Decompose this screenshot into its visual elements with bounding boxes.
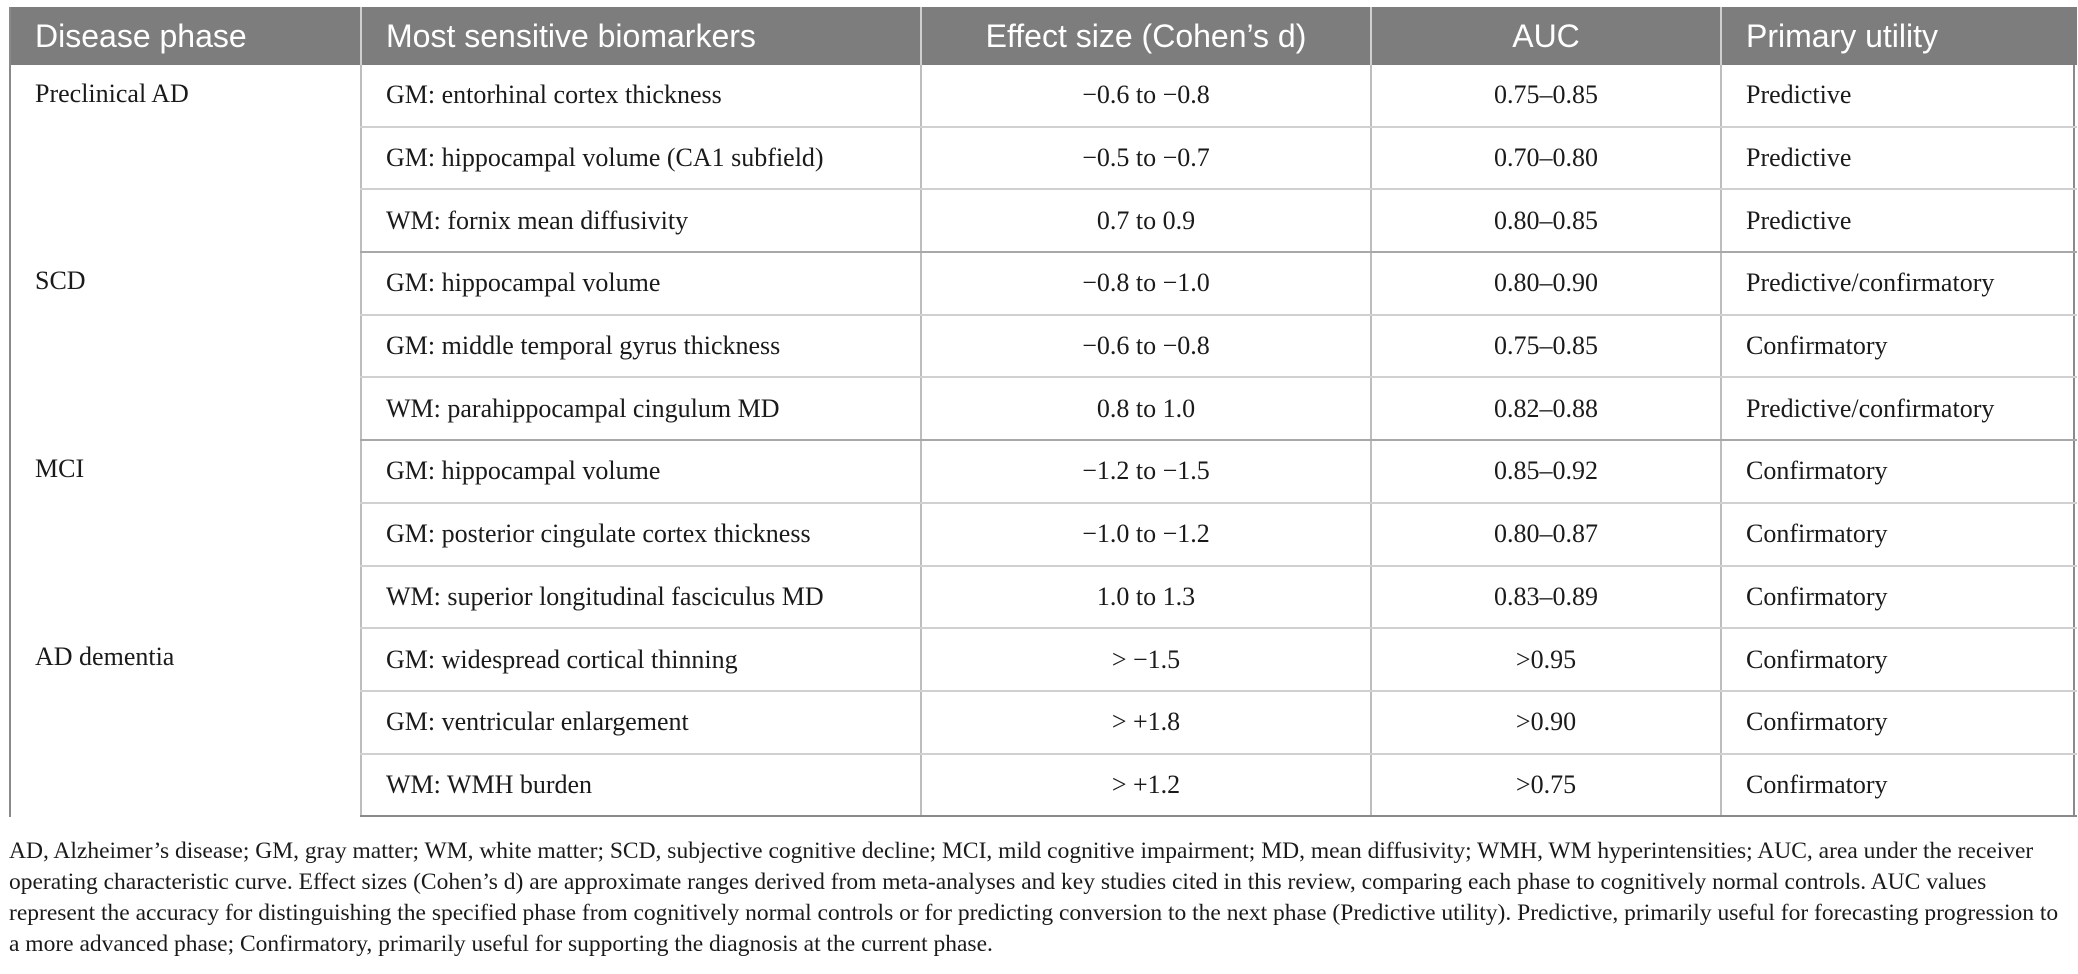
biomarker-cell: GM: hippocampal volume (CA1 subfield): [361, 127, 921, 190]
table-frame: [9, 7, 2075, 817]
table-row: [11, 628, 2077, 691]
biomarker-cell: GM: entorhinal cortex thickness: [361, 65, 921, 127]
utility-cell: Predictive: [1721, 127, 2077, 190]
biomarker-cell: WM: parahippocampal cingulum MD: [361, 377, 921, 440]
table-header-row: [11, 7, 2077, 65]
biomarker-cell: GM: middle temporal gyrus thickness: [361, 315, 921, 378]
auc-cell: >0.75: [1371, 754, 1721, 817]
utility-cell: Confirmatory: [1721, 440, 2077, 503]
table-row: [11, 440, 2077, 503]
biomarker-cell: GM: hippocampal volume: [361, 252, 921, 315]
utility-cell: Confirmatory: [1721, 566, 2077, 629]
header-effect-size: Effect size (Cohen’s d): [921, 7, 1371, 65]
auc-cell: 0.70–0.80: [1371, 127, 1721, 190]
utility-cell: Confirmatory: [1721, 628, 2077, 691]
auc-cell: >0.90: [1371, 691, 1721, 754]
table-container: [9, 7, 2075, 817]
utility-cell: Predictive: [1721, 65, 2077, 127]
utility-cell: Confirmatory: [1721, 754, 2077, 817]
biomarker-cell: WM: fornix mean diffusivity: [361, 189, 921, 252]
effect-size-cell: −0.8 to −1.0: [921, 252, 1371, 315]
header-primary-utility: Primary utility: [1721, 7, 2077, 65]
biomarker-cell: GM: widespread cortical thinning: [361, 628, 921, 691]
header-disease-phase: Disease phase: [11, 7, 361, 65]
auc-cell: 0.83–0.89: [1371, 566, 1721, 629]
phase-cell: AD dementia: [35, 642, 175, 672]
table-row: [11, 65, 2077, 127]
biomarker-cell: WM: superior longitudinal fasciculus MD: [361, 566, 921, 629]
effect-size-cell: > +1.2: [921, 754, 1371, 817]
utility-cell: Predictive/confirmatory: [1721, 377, 2077, 440]
utility-cell: Confirmatory: [1721, 503, 2077, 566]
effect-size-cell: > −1.5: [921, 628, 1371, 691]
header-auc: AUC: [1371, 7, 1721, 65]
phase-cell: Preclinical AD: [35, 79, 189, 108]
biomarker-cell: GM: posterior cingulate cortex thickness: [361, 503, 921, 566]
effect-size-cell: 0.8 to 1.0: [921, 377, 1371, 440]
auc-cell: >0.95: [1371, 628, 1721, 691]
table-footnote: AD, Alzheimer’s disease; GM, gray matter; WM, white matter; SCD, subjective cognitive decline; MCI, mild cognitive impairment; MD, mean diffusivity; WMH, WM hyperintensities; AUC, area under the receiver operating characteristic curve. Effect sizes (Cohen’s d) are approximate ranges derived from meta-analyses and key studies cited in this review, comparing each phase to cognitively normal controls. AUC values represent the accuracy for distinguishing the specified phase from cognitively normal controls or for predicting conversion to the next phase (Predictive utility). Predictive, primarily useful for forecasting progression to a more advanced phase; Confirmatory, primarily useful for supporting the diagnosis at the current phase.: [9, 837, 2059, 957]
utility-cell: Confirmatory: [1721, 315, 2077, 378]
auc-cell: 0.75–0.85: [1371, 315, 1721, 378]
utility-cell: Confirmatory: [1721, 691, 2077, 754]
effect-size-cell: 0.7 to 0.9: [921, 189, 1371, 252]
utility-cell: Predictive/confirmatory: [1721, 252, 2077, 315]
auc-cell: 0.82–0.88: [1371, 377, 1721, 440]
effect-size-cell: −1.2 to −1.5: [921, 440, 1371, 503]
auc-cell: 0.85–0.92: [1371, 440, 1721, 503]
biomarker-cell: GM: hippocampal volume: [361, 440, 921, 503]
effect-size-cell: −0.6 to −0.8: [921, 315, 1371, 378]
effect-size-cell: > +1.8: [921, 691, 1371, 754]
table-row: [11, 252, 2077, 315]
auc-cell: 0.80–0.85: [1371, 189, 1721, 252]
header-biomarkers: Most sensitive biomarkers: [361, 7, 921, 65]
phase-cell: MCI: [35, 454, 85, 484]
auc-cell: 0.75–0.85: [1371, 65, 1721, 127]
biomarker-cell: GM: ventricular enlargement: [361, 691, 921, 754]
auc-cell: 0.80–0.87: [1371, 503, 1721, 566]
effect-size-cell: −1.0 to −1.2: [921, 503, 1371, 566]
effect-size-cell: −0.5 to −0.7: [921, 127, 1371, 190]
biomarker-table: [11, 7, 2077, 817]
utility-cell: Predictive: [1721, 189, 2077, 252]
auc-cell: 0.80–0.90: [1371, 252, 1721, 315]
effect-size-cell: −0.6 to −0.8: [921, 65, 1371, 127]
effect-size-cell: 1.0 to 1.3: [921, 566, 1371, 629]
biomarker-cell: WM: WMH burden: [361, 754, 921, 817]
phase-cell: SCD: [35, 266, 86, 296]
